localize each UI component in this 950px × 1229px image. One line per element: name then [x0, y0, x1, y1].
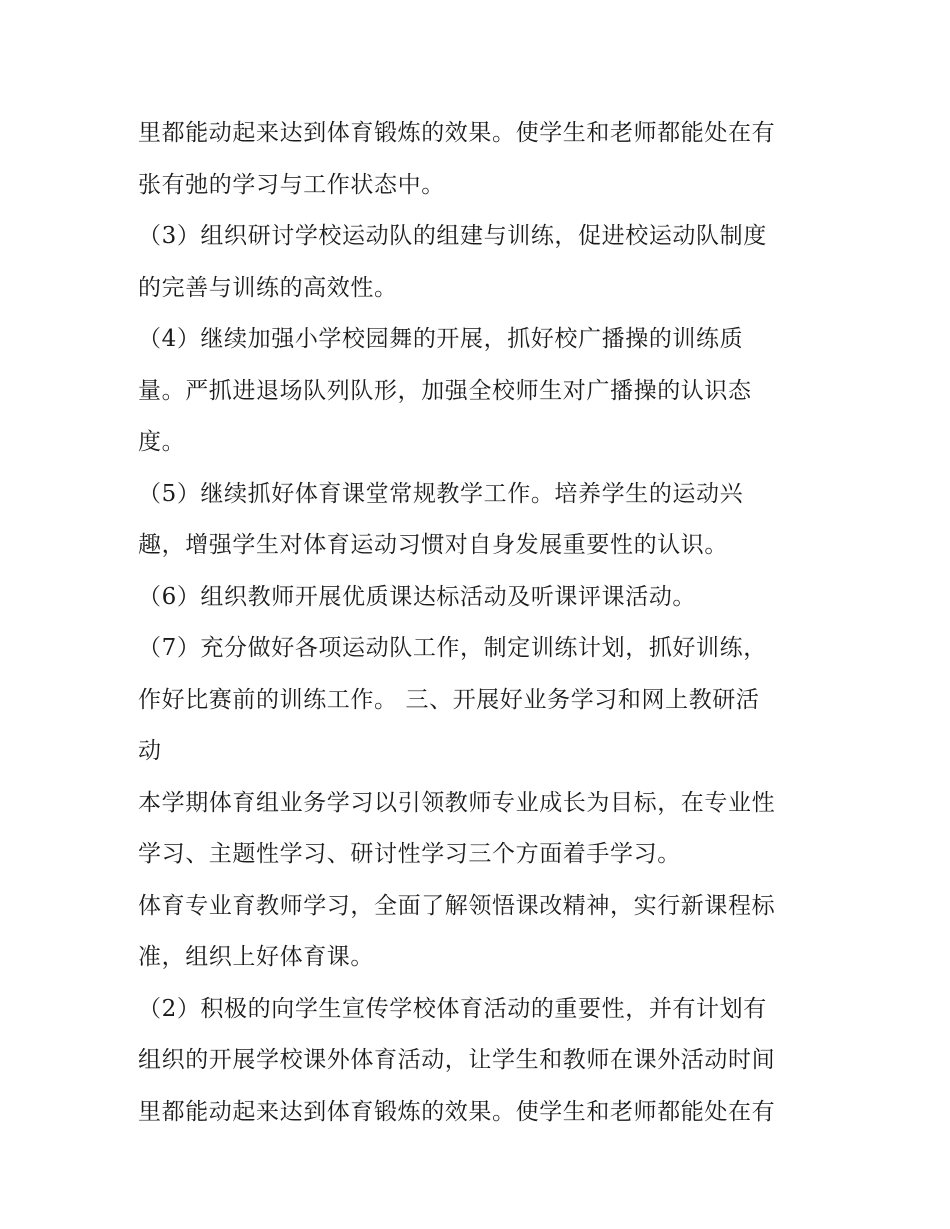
text-line: （7）充分做好各项运动队工作，制定训练计划，抓好训练，	[138, 635, 767, 661]
text-line: 趣，增强学生对体育运动习惯对自身发展重要性的认识。	[138, 532, 728, 558]
text-line: （6）组织教师开展优质课达标活动及听课评课活动。	[138, 583, 697, 610]
text-line: 里都能动起来达到体育锻炼的效果。使学生和老师都能处在有	[138, 120, 776, 146]
text-line: 学习、主题性学习、研讨性学习三个方面着手学习。	[138, 841, 681, 867]
text-line: （2）积极的向学生宣传学校体育活动的重要性，并有计划有	[138, 995, 767, 1022]
text-line: （5）继续抓好体育课堂常规教学工作。培养学生的运动兴	[138, 480, 744, 507]
text-line: 本学期体育组业务学习以引领教师专业成长为目标，在专业性	[138, 789, 776, 816]
text-line: 体育专业育教师学习，全面了解领悟课改精神，实行新课程标	[138, 892, 776, 919]
text-line: 的完善与训练的高效性。	[138, 274, 398, 301]
text-line: 动	[138, 738, 162, 764]
text-line: （4）继续加强小学校园舞的开展，抓好校广播操的训练质	[138, 326, 744, 352]
text-line: （3）组织研讨学校运动队的组建与训练，促进校运动队制度	[138, 223, 767, 249]
text-line: 准，组织上好体育课。	[138, 944, 374, 970]
body-text	[140, 108, 820, 1138]
text-line: 张有弛的学习与工作状态中。	[138, 171, 445, 198]
text-line: 作好比赛前的训练工作。 三、开展好业务学习和网上教研活	[138, 686, 760, 713]
text-line: 度。	[138, 429, 186, 455]
text-line: 量。严抓进退场队列队形，加强全校师生对广播操的认识态	[138, 377, 752, 404]
text-line: 组织的开展学校课外体育活动，让学生和教师在课外活动时间	[138, 1047, 776, 1073]
text-line: 里都能动起来达到体育锻炼的效果。使学生和老师都能处在有	[138, 1098, 776, 1125]
